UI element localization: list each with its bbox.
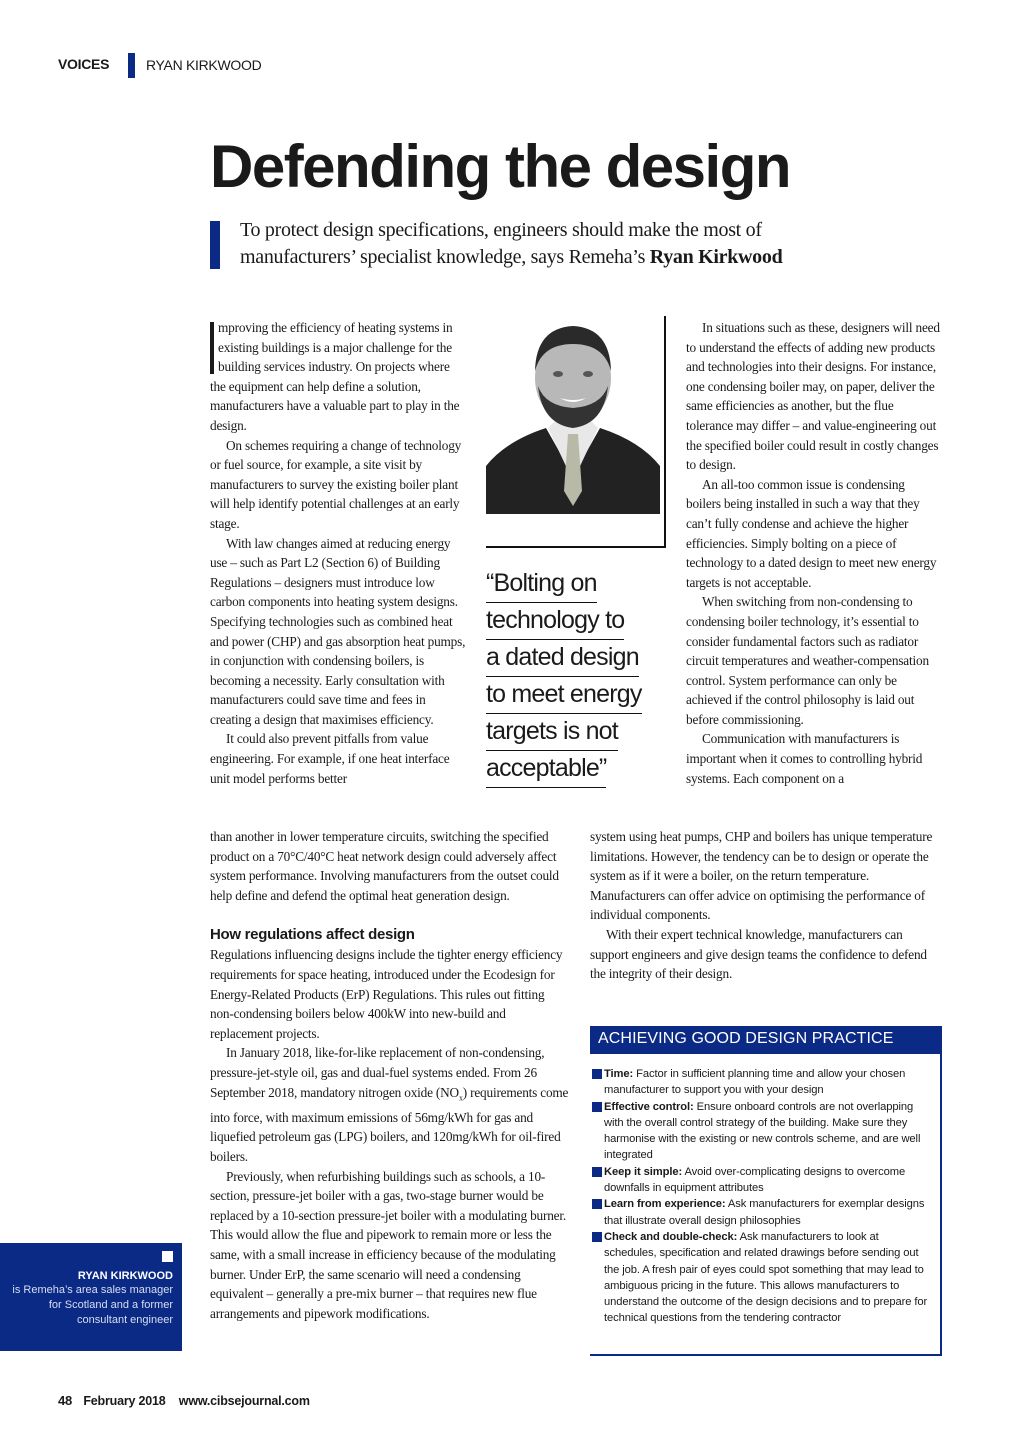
- bio-text: is Remeha’s area sales manager for Scotland and a former consultant engineer: [12, 1284, 173, 1326]
- pull-quote-line: to meet energy: [486, 677, 642, 714]
- paragraph: With their expert technical knowledge, manufacturers can support engineers and give design teams the confidence to defend the integrity of their design.: [590, 926, 927, 982]
- paragraph: On schemes requiring a change of technology or fuel source, for example, a site visit by manufacturers to survey the existing boiler plant will help identify potential challenges at an early stage.: [210, 437, 462, 531]
- paragraph-intro: mproving the efficiency of heating systems in existing buildings is a major challenge for the building services industry. On projects where the equipment can help define a solution, manufacturers have a valuable part to play in the design.: [210, 320, 460, 433]
- page-footer: [58, 1393, 310, 1408]
- bio-name: RYAN KIRKWOOD: [77, 1270, 173, 1282]
- subheading: How regulations affect design: [210, 926, 415, 944]
- paragraph: An all-too common issue is condensing boilers being installed in such a way that they can’t fully condense and achieve the higher efficiencies. Simply bolting on a piece of technology to a dated design to meet new energy targets is not acceptable.: [686, 476, 937, 590]
- bullet-square-icon: [592, 1102, 602, 1112]
- pull-quote-line: acceptable”: [486, 751, 606, 788]
- left-column-bottom: [210, 827, 570, 1323]
- bullet-square-icon: [592, 1069, 602, 1079]
- bullet-square-icon: [592, 1199, 602, 1209]
- pull-quote-line: a dated design: [486, 640, 639, 677]
- boxout-item: Check and double-check: Ask manufacturers to look at schedules, specification and related drawings before sending out the job. A fresh pair of eyes could spot something that may lead to ambiguous pricing in the future. This allows manufacturers to understand the outcome of the design decisions and to prepare for technical questions from the tendering contractor: [592, 1229, 932, 1327]
- dropcap-I: [210, 322, 214, 374]
- standfirst: [240, 217, 880, 271]
- issue-date: February 2018: [83, 1394, 166, 1408]
- paragraph: Communication with manufacturers is important when it comes to controlling hybrid systems. Each component on a: [686, 731, 923, 786]
- right-column-top: [686, 318, 940, 788]
- website-link[interactable]: www.cibsejournal.com: [178, 1394, 310, 1408]
- boxout-item: Learn from experience: Ask manufacturers for exemplar designs that illustrate overall design philosophies: [592, 1196, 932, 1229]
- boxout-item: Time: Factor in sufficient planning time and allow your chosen manufacturer to support you with your design: [592, 1066, 932, 1099]
- boxout-item: Keep it simple: Avoid over-complicating designs to overcome downfalls in equipment attributes: [592, 1164, 932, 1197]
- paragraph: than another in lower temperature circuits, switching the specified product on a 70°C/40°C heat network design could adversely affect system performance. Involving manufacturers from the outset could help define and defend the optimal heat generation design.: [210, 829, 559, 903]
- pull-quote: [486, 566, 656, 788]
- standfirst-accent-bar: [210, 221, 220, 269]
- boxout-item: Effective control: Ensure onboard controls are not overlapping with the overall control strategy of the building. Make sure they harmonise with the existing or new controls scheme, and are well integrated: [592, 1099, 932, 1164]
- boxout-list: [592, 1066, 932, 1327]
- paragraph: system using heat pumps, CHP and boilers has unique temperature limitations. However, the tendency can be to design or operate the system as if it were a boiler, on the return temperature. Manufacturers can offer advice on optimising the performance of individual components.: [590, 829, 933, 923]
- right-column-bottom: [590, 827, 940, 984]
- pull-quote-line: targets is not: [486, 714, 618, 751]
- paragraph: Regulations influencing designs include the tighter energy efficiency requirements for space heating, introduced under the Ecodesign for Energy-Related Products (ErP) Regulations. This rules out fitting non-condensing boilers below 400kW into new-build and replacement projects.: [210, 947, 563, 1041]
- paragraph: Previously, when refurbishing buildings such as schools, a 10-section, pressure-jet boiler with a gas, two-stage burner would be replaced by a 10-section pressure-jet boiler with a modulating burner. This would allow the flue and pipework to remain more or less the same, with a small increase in efficiency because of the modulating burner. Under ErP, the same scenario will need a condensing equivalent – generally a pre-mix burner – that requires new flue arrangements and pipework modifications.: [210, 1168, 566, 1321]
- paragraph: With law changes aimed at reducing energy use – such as Part L2 (Section 6) of Building Regulations – designers must introduce low carbon components into heating system designs. Specifying technologies such as combined heat and power (CHP) and gas absorption heat pumps, in conjunction with condensing boilers, is becoming a necessity. Early consultation with manufacturers could save time and fees in creating a design that maximises efficiency.: [210, 535, 466, 727]
- section-label: VOICES: [58, 56, 110, 72]
- bullet-square-icon: [592, 1232, 602, 1242]
- section-divider-bar: [128, 53, 135, 78]
- paragraph: When switching from non-condensing to condensing boiler technology, it’s essential to consider fundamental factors such as radiator circuit temperatures and weather-compensation control. System performance can only be achieved if the control philosophy is laid out before commissioning.: [686, 594, 929, 727]
- pull-quote-line: technology to: [486, 603, 624, 640]
- paragraph: In January 2018, like-for-like replacement of non-condensing, pressure-jet-style oil, gas and dual-fuel systems ended. From 26 September 2018, mandatory nitrogen oxide $(NO_x)$ requirements come into force, with maximum emissions of 56mg/kWh for gas and liquefied petroleum gas (LPG) boilers, and 120mg/kWh for oil-fired boilers.: [210, 1045, 569, 1164]
- author-photo: [486, 316, 660, 514]
- section-author: RYAN KIRKWOOD: [146, 57, 262, 73]
- boxout-title: ACHIEVING GOOD DESIGN PRACTICE: [590, 1026, 942, 1054]
- standfirst-text: To protect design specifications, engineers should make the most of manufacturers’ specialist knowledge, says Remeha’s: [240, 219, 762, 268]
- pull-quote-line: “Bolting on: [486, 566, 597, 603]
- bio-square-icon: [162, 1251, 173, 1262]
- bullet-square-icon: [592, 1167, 602, 1177]
- page-number: 48: [58, 1393, 73, 1408]
- portrait-illustration: [486, 316, 660, 514]
- paragraph: It could also prevent pitfalls from value engineering. For example, if one heat interface unit model performs better: [210, 731, 450, 786]
- left-column-top: [210, 318, 466, 788]
- article-title: Defending the design: [210, 133, 791, 200]
- author-bio: [0, 1243, 182, 1351]
- standfirst-author: Ryan Kirkwood: [649, 246, 783, 268]
- paragraph: In situations such as these, designers will need to understand the effects of adding new products and technologies into their designs. For instance, one condensing boiler may, on paper, deliver the same efficiencies as another, but the flue tolerance may differ – and value-engineering out the specified boiler could result in costly changes to design.: [686, 320, 940, 473]
